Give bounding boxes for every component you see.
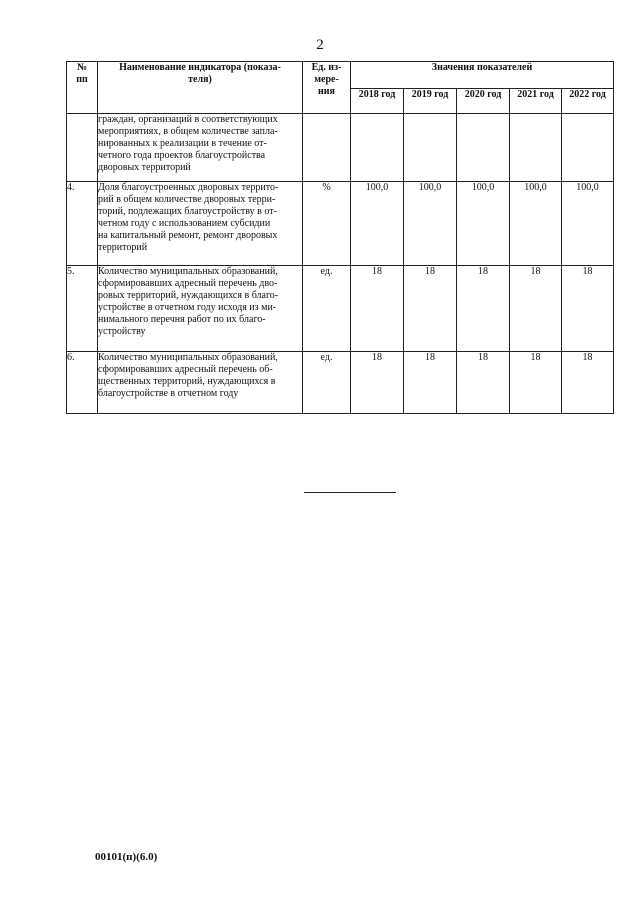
row-num: 5. [67, 266, 98, 352]
row-value: 18 [351, 352, 404, 414]
indicators-table [66, 61, 614, 414]
row-value: 100,0 [457, 182, 510, 266]
document-code: 00101(п)(6.0) [95, 851, 158, 863]
row-value [510, 114, 562, 182]
header-year: 2022 год [562, 89, 614, 114]
row-value: 18 [404, 352, 457, 414]
row-num: 6. [67, 352, 98, 414]
row-value: 18 [457, 266, 510, 352]
header-year: 2019 год [404, 89, 457, 114]
row-value: 18 [404, 266, 457, 352]
row-unit: ед. [303, 352, 351, 414]
row-value: 100,0 [404, 182, 457, 266]
row-value [457, 114, 510, 182]
row-value [351, 114, 404, 182]
row-value: 18 [510, 352, 562, 414]
row-name: Количество муниципальных образований, сформировавших адресный перечень об- щественных территорий, нуждающихся в благоустройстве в отчетном году [98, 352, 303, 414]
row-name: Доля благоустроенных дворовых террито- рий в общем количестве дворовых терри- торий, подлежащих благоустройству в от- четном году с использованием субсидии на капитальный ремонт, ремонт дворовых территорий [98, 182, 303, 266]
header-unit: Ед. из- мере- ния [303, 62, 351, 114]
header-year: 2018 год [351, 89, 404, 114]
row-value: 18 [351, 266, 404, 352]
row-value: 100,0 [562, 182, 614, 266]
header-values-group: Значения показателей [351, 62, 614, 89]
row-num: 4. [67, 182, 98, 266]
header-row-1 [67, 62, 614, 89]
row-name: граждан, организаций в соответствующих мероприятиях, в общем количестве запла- нированных к реализации в течение от- четного года проектов благоустройства дворовых территорий [98, 114, 303, 182]
header-num: № пп [67, 62, 98, 114]
row-value: 18 [562, 352, 614, 414]
header-year: 2020 год [457, 89, 510, 114]
signature-divider [304, 492, 396, 493]
row-value: 18 [562, 266, 614, 352]
table-row [67, 352, 614, 414]
page-number: 2 [316, 37, 324, 53]
row-value: 100,0 [510, 182, 562, 266]
row-value [404, 114, 457, 182]
row-unit: % [303, 182, 351, 266]
row-value: 18 [457, 352, 510, 414]
row-value [562, 114, 614, 182]
table-row [67, 182, 614, 266]
row-num [67, 114, 98, 182]
header-name: Наименование индикатора (показа- теля) [98, 62, 303, 114]
table-row [67, 266, 614, 352]
row-unit [303, 114, 351, 182]
row-value: 18 [510, 266, 562, 352]
table-row [67, 114, 614, 182]
header-year: 2021 год [510, 89, 562, 114]
row-value: 100,0 [351, 182, 404, 266]
row-unit: ед. [303, 266, 351, 352]
row-name: Количество муниципальных образований, сформировавших адресный перечень дво- ровых территорий, нуждающихся в благо- устройстве в отчетном году исходя из ми- нимального перечня работ по их благо- устройству [98, 266, 303, 352]
